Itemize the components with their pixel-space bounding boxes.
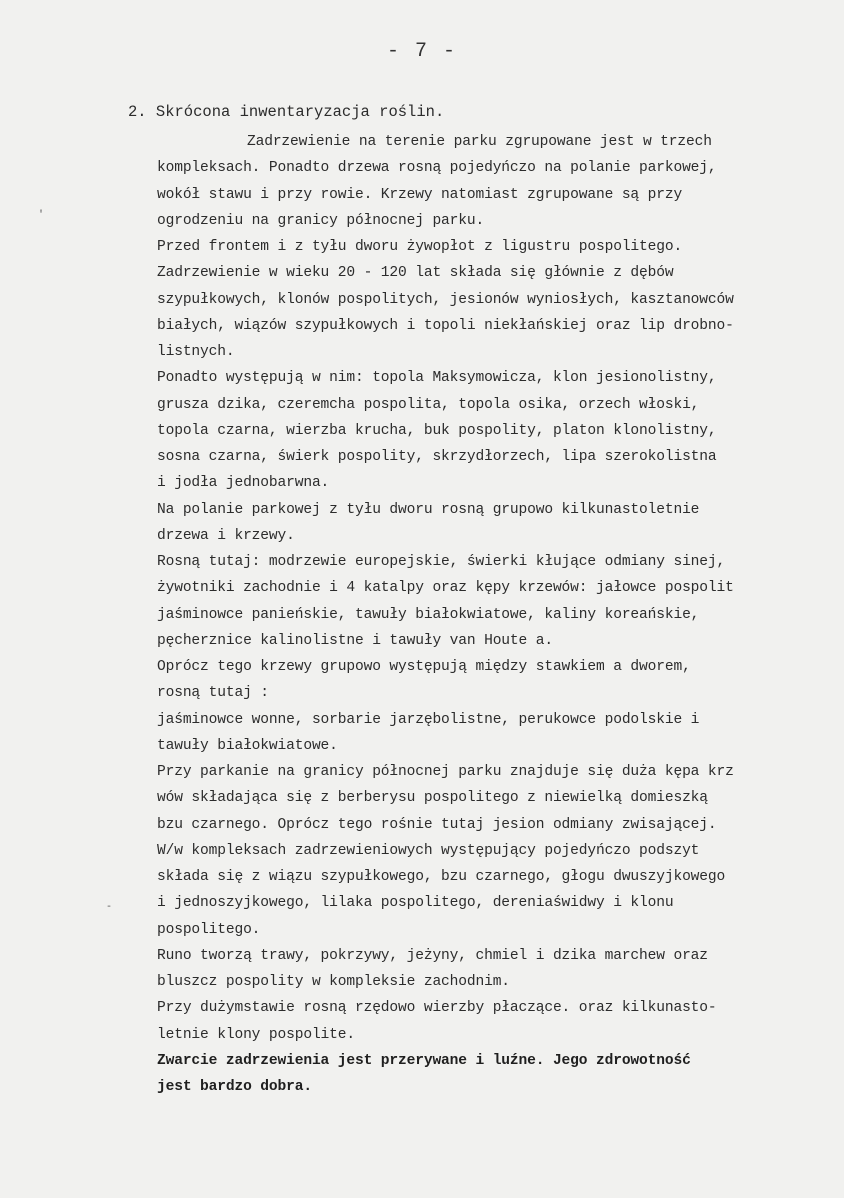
text-line: Oprócz tego krzewy grupowo występują między stawkiem a dworem,	[157, 659, 691, 675]
text-line: i jednoszyjkowego, lilaka pospolitego, dereniaświdwy i klonu	[157, 895, 674, 912]
text-line: Rosną tutaj: modrzewie europejskie, świerki kłujące odmiany sinej,	[157, 554, 726, 570]
text-line: sosna czarna, świerk pospolity, skrzydłorzech, lipa szerokolistna	[157, 449, 717, 465]
text-line: wokół stawu i przy rowie. Krzewy natomiast zgrupowane są przy	[157, 186, 683, 203]
text-line: rosną tutaj :	[157, 685, 269, 702]
text-line: wów składająca się z berberysu pospolitego z niewielką domieszką	[157, 790, 708, 807]
text-line: ogrodzeniu na granicy północnej parku.	[157, 212, 485, 229]
page-number: - 7 -	[386, 40, 457, 63]
text-line: pęcherznice kalinolistne i tawuły van Houte a.	[157, 632, 553, 649]
text-line: i jodła jednobarwna.	[157, 475, 330, 492]
text-line: jaśminowce wonne, sorbarie jarzębolistne, perukowce podolskie i	[157, 711, 700, 728]
text-line: W/w kompleksach zadrzewieniowych występujący pojedyńczo podszyt	[157, 842, 700, 859]
text-line: Przy parkanie na granicy północnej parku znajduje się duża kępa krz	[157, 764, 734, 780]
text-line: letnie klony pospolite.	[157, 1026, 355, 1043]
text-line: Runo tworzą trawy, pokrzywy, jeżyny, chmiel i dzika marchew oraz	[157, 947, 708, 964]
text-line: żywotniki zachodnie i 4 katalpy oraz kępy krzewów: jałowce pospolit	[157, 580, 734, 597]
text-line: tawuły białokwiatowe.	[157, 737, 338, 754]
text-line: Przed frontem i z tyłu dworu żywopłot z ligustru pospolitego.	[157, 239, 683, 255]
text-line: listnych.	[157, 344, 235, 360]
text-line: bluszcz pospolity w kompleksie zachodnim.	[157, 974, 510, 990]
text-line: Ponadto występują w nim: topola Maksymowicza, klon jesionolistny,	[157, 370, 717, 387]
text-line: Zwarcie zadrzewienia jest przerywane i luźne. Jego zdrowotność	[157, 1052, 691, 1069]
text-line: jaśminowce panieńskie, tawuły białokwiatowe, kaliny koreańskie,	[157, 606, 700, 623]
text-line: białych, wiązów szypułkowych i topoli niekłańskiej oraz lip drobno-	[157, 317, 734, 334]
text-line: składa się z wiązu szypułkowego, bzu czarnego, głogu dwuszyjkowego	[157, 869, 726, 885]
text-line: Na polanie parkowej z tyłu dworu rosną grupowo kilkunastoletnie	[157, 501, 700, 518]
text-line: drzewa i krzewy.	[157, 527, 295, 544]
section-heading: 2. Skrócona inwentaryzacja roślin.	[128, 103, 445, 121]
text-line: Zadrzewienie na terenie parku zgrupowane jest w trzech	[247, 134, 712, 150]
text-line: szypułkowych, klonów pospolitych, jesionów wyniosłych, kasztanowców	[157, 291, 734, 308]
text-line: jest bardzo dobra.	[157, 1079, 312, 1095]
text-line: Zadrzewienie w wieku 20 - 120 lat składa się głównie z dębów	[157, 265, 674, 282]
text-line: kompleksach. Ponadto drzewa rosną pojedyńczo na polanie parkowej,	[157, 160, 717, 177]
text-line: bzu czarnego. Oprócz tego rośnie tutaj jesion odmiany zwisającej.	[157, 816, 717, 833]
body-text	[157, 129, 844, 1100]
text-line: grusza dzika, czeremcha pospolita, topola osika, orzech włoski,	[157, 396, 700, 413]
margin-mark: '	[38, 210, 45, 221]
text-line: topola czarna, wierzba krucha, buk pospolity, platon klonolistny,	[157, 422, 717, 439]
text-line: pospolitego.	[157, 921, 261, 938]
text-line: Przy dużymstawie rosną rzędowo wierzby płaczące. oraz kilkunasto-	[157, 1000, 717, 1017]
margin-mark: -	[106, 902, 113, 913]
